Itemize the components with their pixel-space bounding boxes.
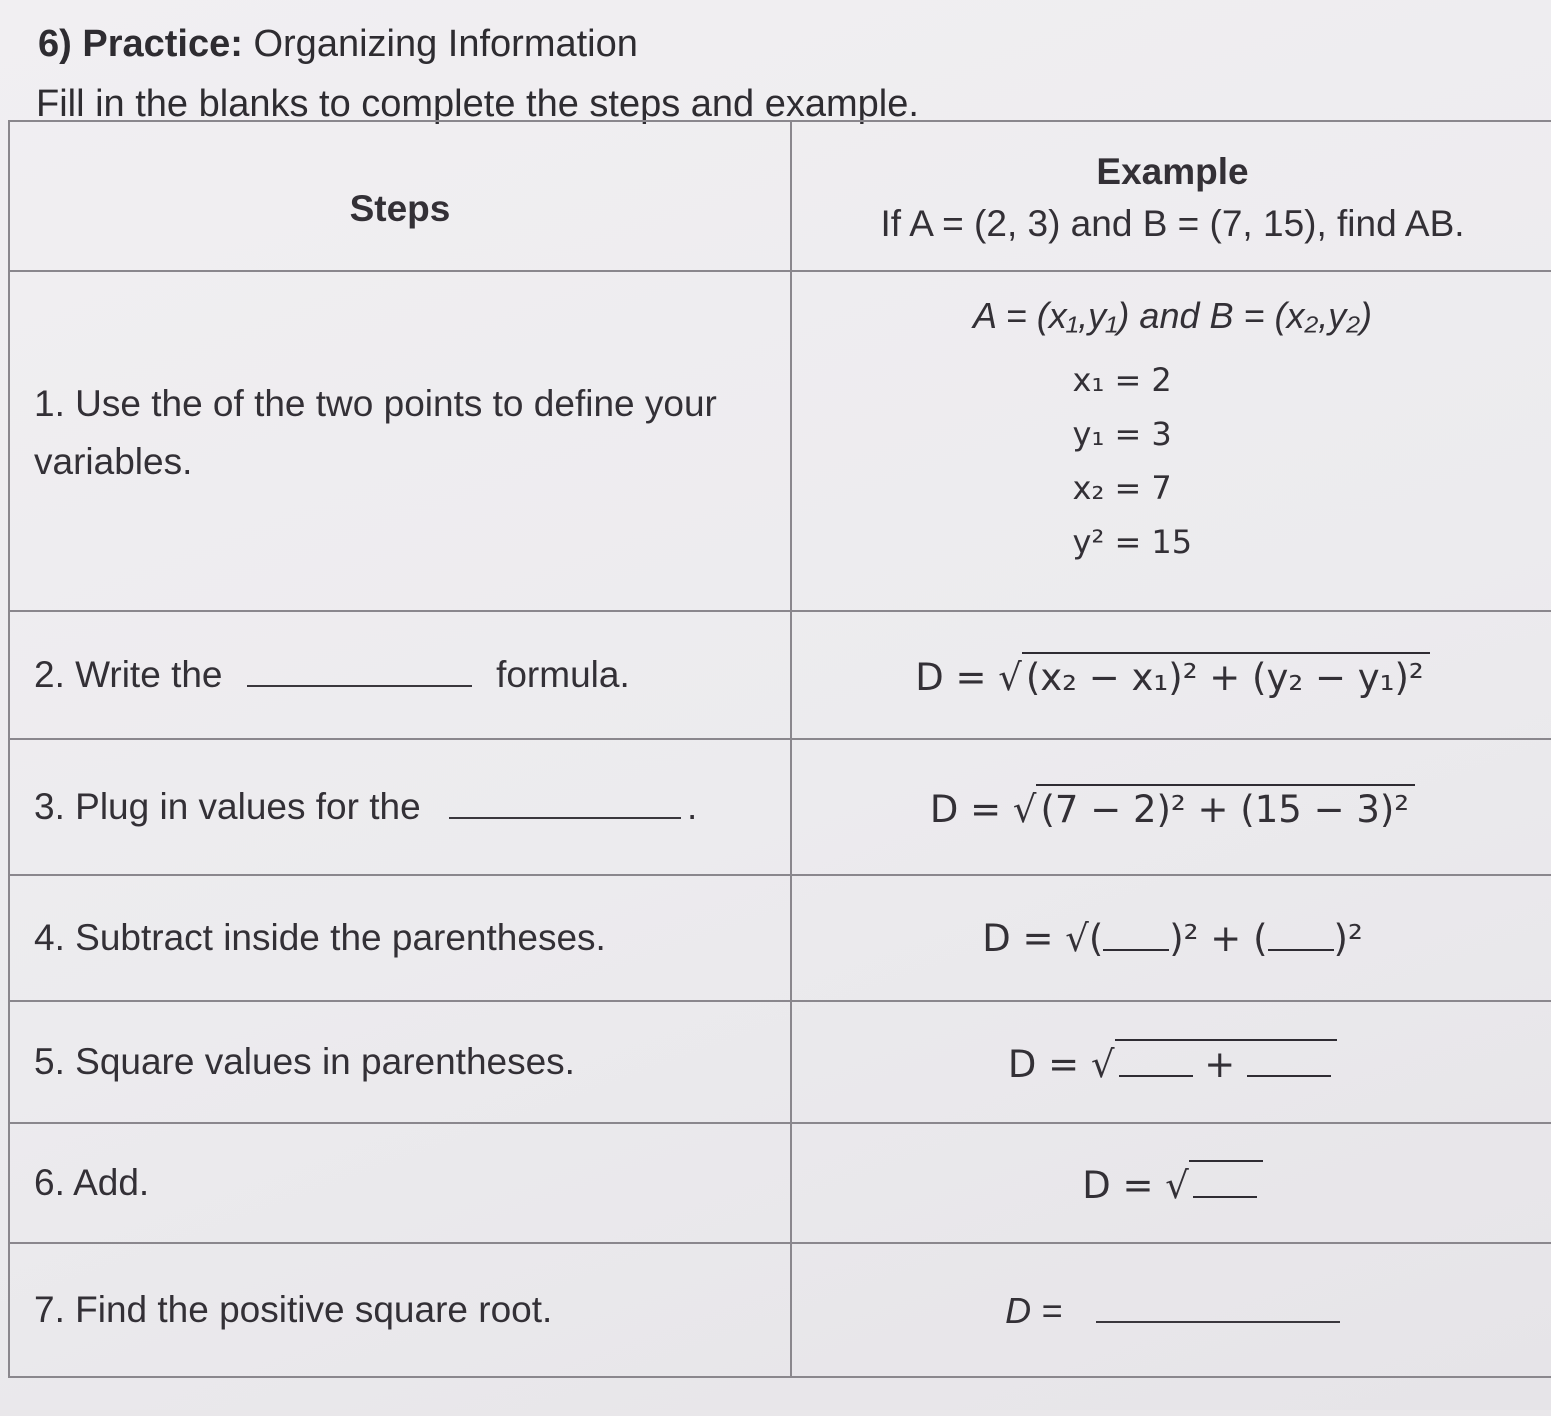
step-3-text: 3. Plug in values for the . (9, 739, 791, 875)
example-5: D = √ + (791, 1001, 1551, 1123)
sum-radicand (1189, 1160, 1263, 1207)
section-heading (38, 18, 638, 70)
table-row (9, 1123, 1551, 1243)
instructions: Fill in the blanks to complete the steps and example. (36, 83, 919, 125)
steps-header: Steps (9, 121, 791, 271)
section-label: Practice: (82, 23, 243, 65)
points-definition: A = (x₁,y₁) and B = (x₂,y₂) (973, 295, 1372, 336)
difference-x-blank[interactable] (1103, 923, 1169, 951)
variable-list (1073, 353, 1273, 569)
example-4: D = √( )² + ( )² (791, 875, 1551, 1001)
distance-answer-blank[interactable] (1096, 1321, 1340, 1323)
difference-y-blank[interactable] (1268, 923, 1334, 951)
var-x2: x₂ = 7 (1072, 469, 1172, 507)
sqrt-icon: √ (1012, 787, 1037, 831)
step-5-text: 5. Square values in parentheses. (9, 1001, 791, 1123)
example-prompt: If A = (2, 3) and B = (7, 15), find AB. (880, 202, 1465, 244)
var-y2: y² = 15 (1072, 523, 1193, 561)
sqrt-icon: √ (1165, 1163, 1189, 1207)
table-header-row (9, 121, 1551, 271)
sum-blank[interactable] (1193, 1170, 1257, 1198)
step-6-text: 6. Add. (9, 1123, 791, 1243)
square-x-blank[interactable] (1119, 1049, 1193, 1077)
steps-table (8, 120, 1551, 1378)
section-number: 6) (38, 23, 72, 65)
substituted-formula: (7 − 2)² + (15 − 3)² (1036, 784, 1415, 831)
step-2-text: 2. Write the formula. (9, 611, 791, 739)
step-1-text: 1. Use the of the two points to define your variables. (9, 271, 791, 611)
var-y1: y₁ = 3 (1072, 415, 1172, 453)
table-row (9, 271, 1551, 611)
square-y-blank[interactable] (1247, 1049, 1331, 1077)
table-row (9, 1001, 1551, 1123)
sqrt-icon: √ (1090, 1042, 1115, 1086)
table-row (9, 739, 1551, 875)
step-4-text: 4. Subtract inside the parentheses. (9, 875, 791, 1001)
example-6: D = √ (791, 1123, 1551, 1243)
step-7-text: 7. Find the positive square root. (9, 1243, 791, 1377)
table-row (9, 611, 1551, 739)
squares-radicand: + (1115, 1039, 1338, 1086)
formula-name-blank[interactable] (247, 685, 472, 687)
distance-formula: (x₂ − x₁)² + (y₂ − y₁)² (1022, 652, 1430, 699)
sqrt-icon: √ (1065, 916, 1089, 960)
plug-in-blank[interactable] (449, 817, 681, 819)
example-7: D = (791, 1243, 1551, 1377)
example-3: D = √ (7 − 2)² + (15 − 3)² (791, 739, 1551, 875)
sqrt-icon: √ (998, 655, 1022, 699)
section-title: Organizing Information (253, 23, 638, 65)
example-title: Example (1096, 150, 1249, 192)
table-row (9, 875, 1551, 1001)
example-1 (791, 271, 1551, 611)
example-header (791, 121, 1551, 271)
example-2: D = √ (x₂ − x₁)² + (y₂ − y₁)² (791, 611, 1551, 739)
var-x1: x₁ = 2 (1072, 361, 1172, 399)
table-row (9, 1243, 1551, 1377)
